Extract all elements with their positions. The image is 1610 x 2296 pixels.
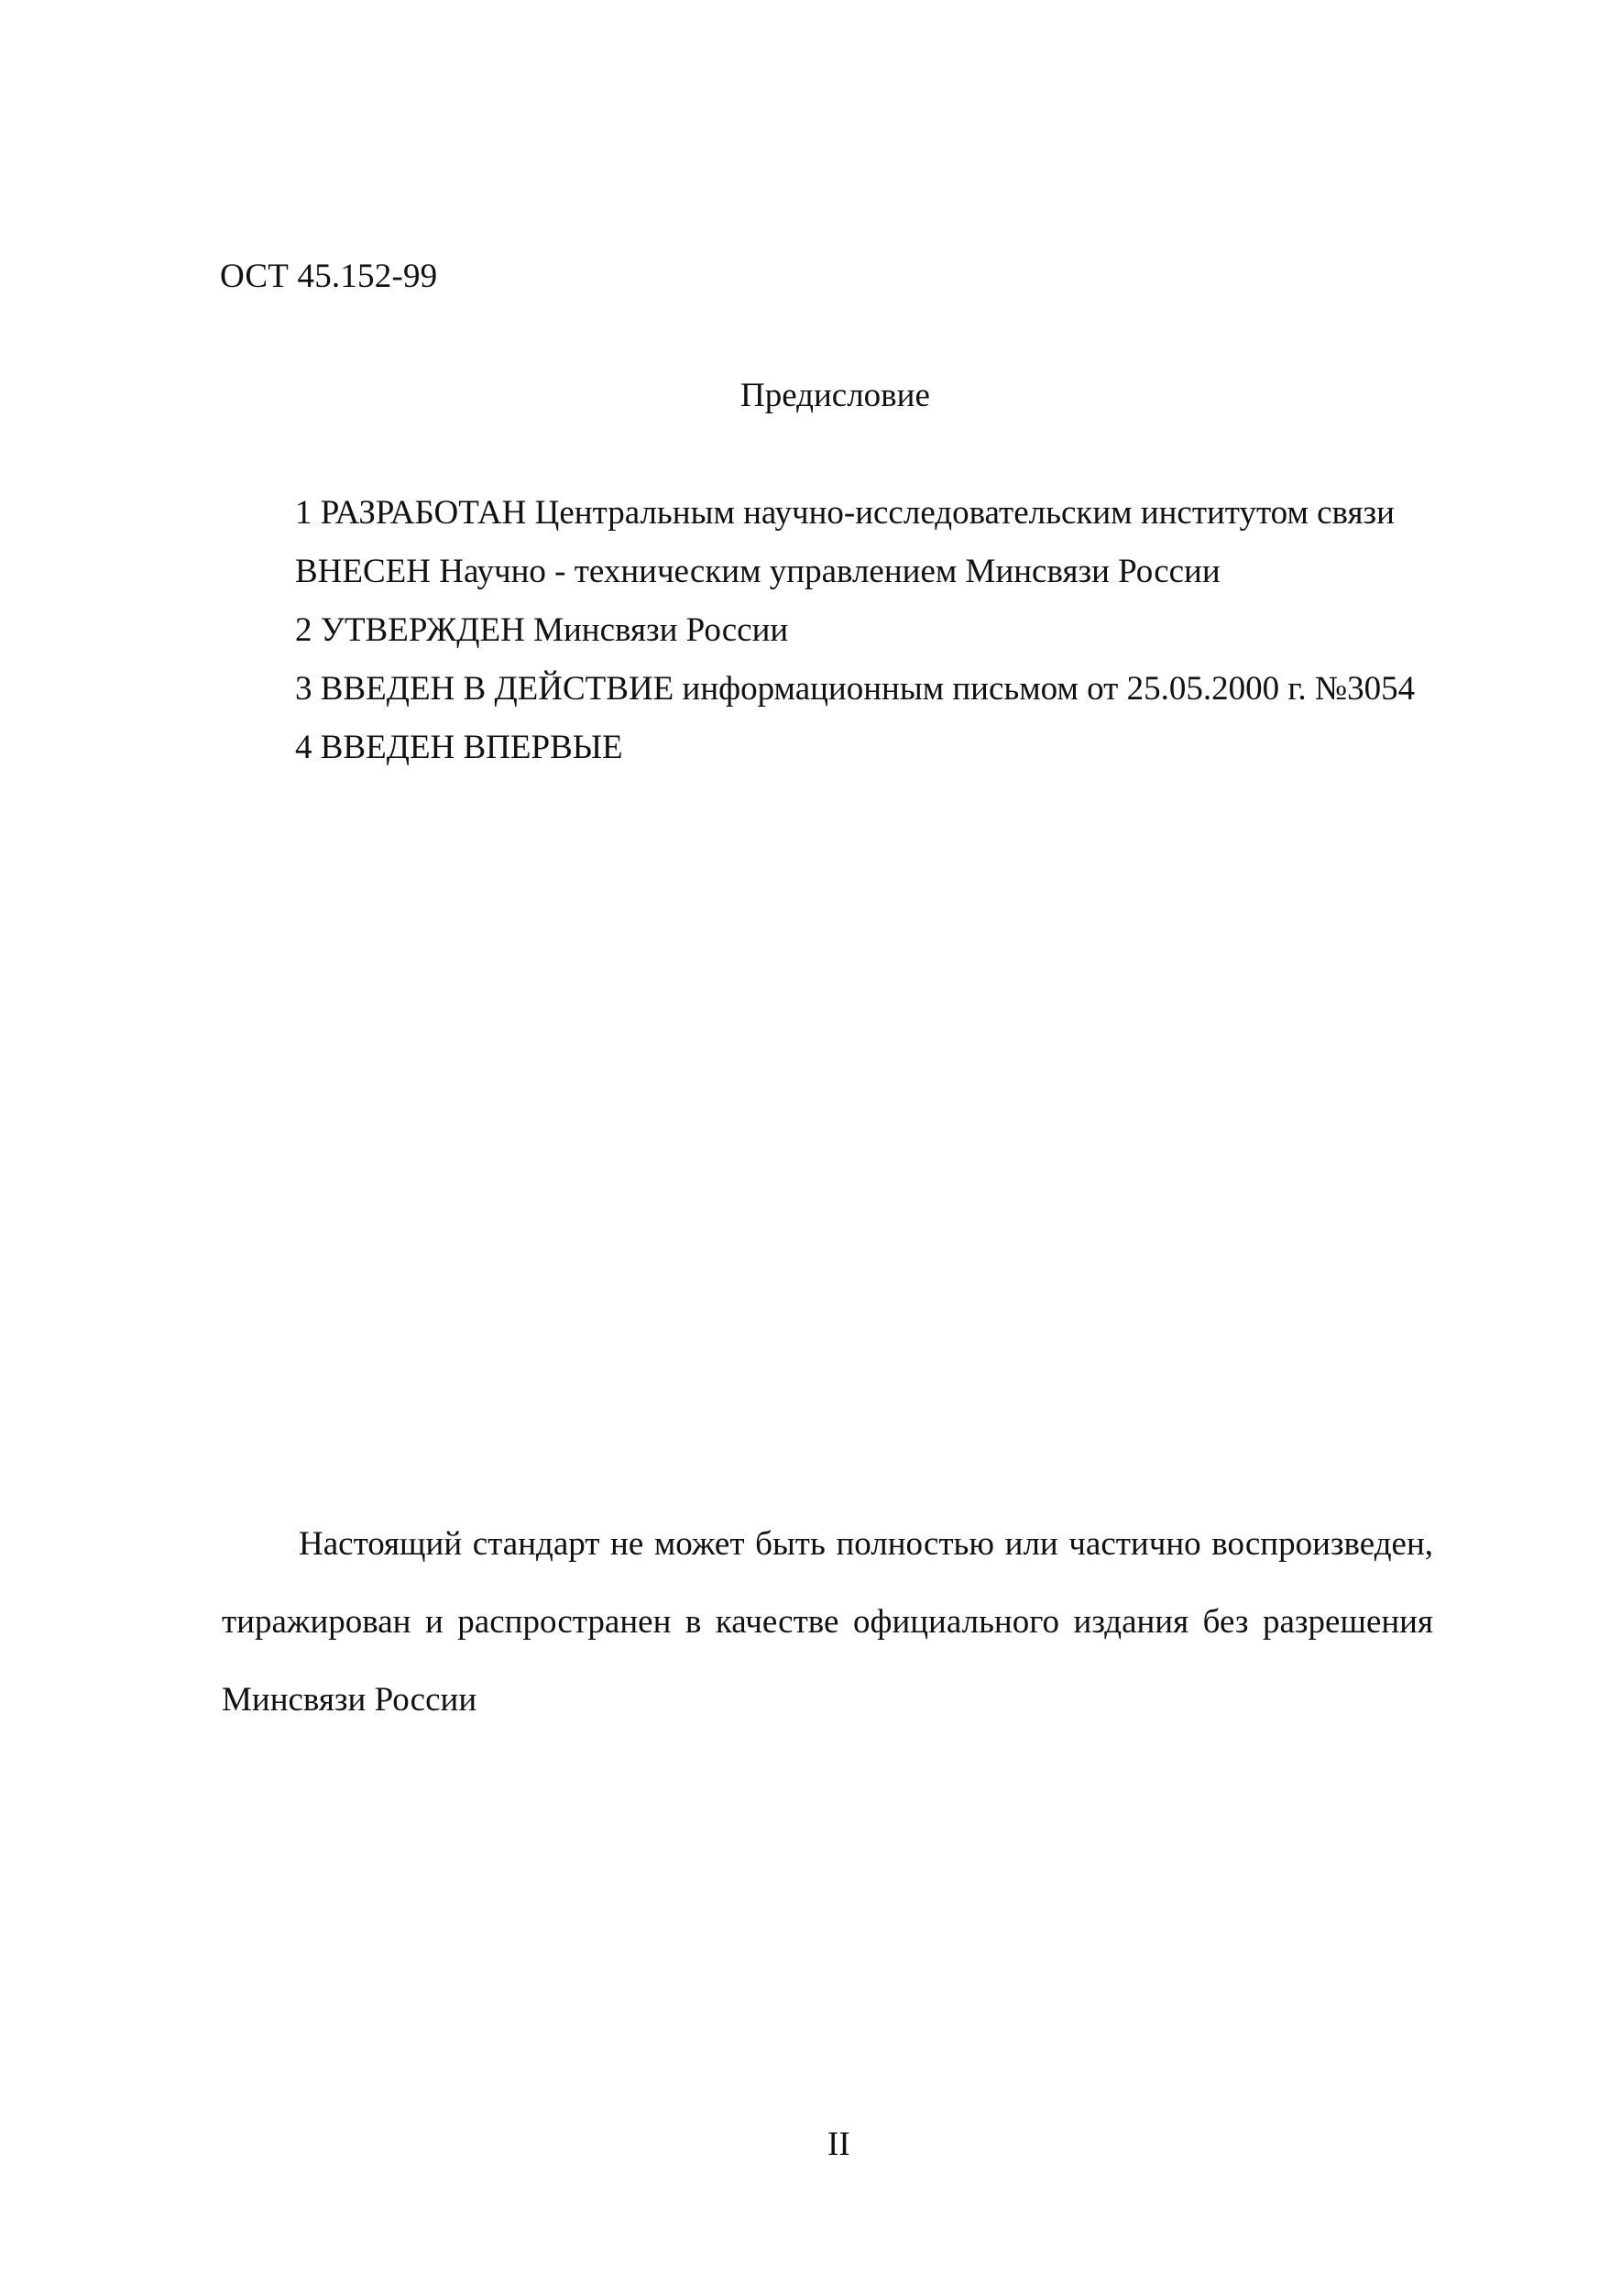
copyright-notice: Настоящий стандарт не может быть полностью или частично воспроизведен, тиражирован и распространен в качестве официального издания без разрешения Минсвязи России: [222, 1525, 1433, 1719]
foreword-title: Предисловие: [740, 377, 930, 414]
document-code: ОСТ 45.152-99: [220, 258, 438, 295]
info-item-submitted: ВНЕСЕН Научно - техническим управлением Минсвязи России: [295, 553, 1221, 590]
info-item-approved: 2 УТВЕРЖДЕН Минсвязи России: [295, 611, 789, 649]
info-item-first-introduced: 4 ВВЕДЕН ВПЕРВЫЕ: [295, 729, 623, 766]
page-number: II: [827, 2126, 850, 2163]
foreword-info-list: [295, 484, 1415, 777]
info-item-enacted: 3 ВВЕДЕН В ДЕЙСТВИЕ информационным письмом от 25.05.2000 г. №3054: [295, 670, 1416, 708]
info-item-developed: 1 РАЗРАБОТАН Центральным научно-исследовательским институтом связи: [295, 494, 1395, 532]
